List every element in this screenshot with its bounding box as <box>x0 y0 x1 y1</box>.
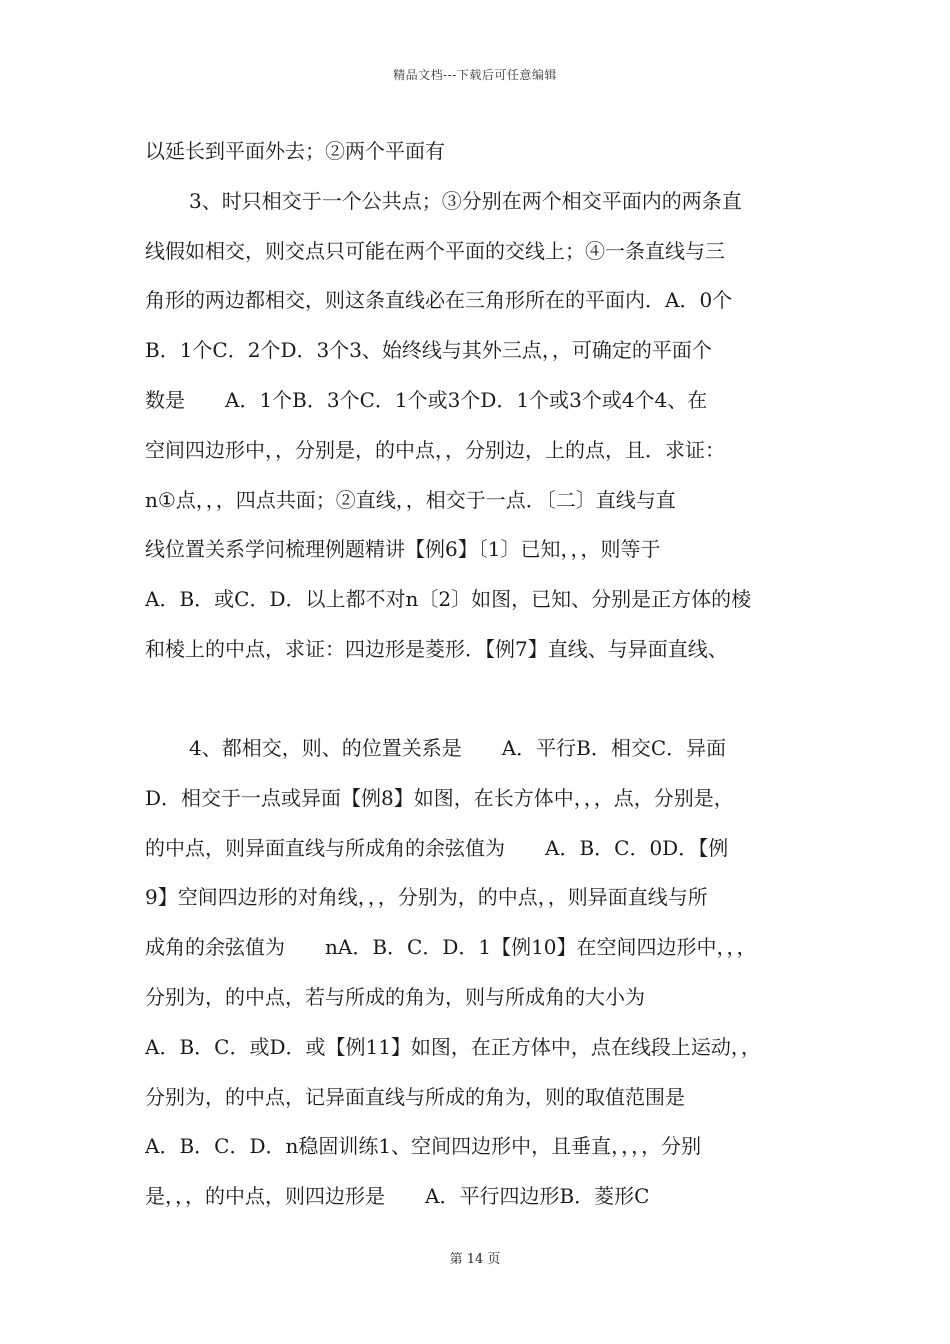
text-line: 是，，，的中点，则四边形是 A．平行四边形B．菱形C <box>145 1184 650 1209</box>
text-line: 和棱上的中点，求证：四边形是菱形．【例7】直线、与异面直线、 <box>145 636 728 661</box>
text-line: 成角的余弦值为 nA．B．C．D．1【例10】在空间四边形中，，， <box>145 935 757 960</box>
text-line: A．B．C．或D．或【例11】如图，在正方体中，点在线段上运动，， <box>145 1034 761 1059</box>
text-line: 分别为，的中点，记异面直线与所成的角为，则的取值范围是 <box>145 1084 685 1109</box>
text-line: n①点，，，四点共面；②直线，，相交于一点．〔二〕直线与直 <box>145 487 676 512</box>
text-line: 的中点，则异面直线与所成角的余弦值为 A．B．C．0D．【例 <box>145 835 729 860</box>
text-line: B．1个C．2个D．3个3、始终线与其外三点，，可确定的平面个 <box>145 338 712 363</box>
text-line: D．相交于一点或异面【例8】如图，在长方体中，，，点，分别是， <box>145 785 734 810</box>
text-line: 分别为，的中点，若与所成的角为，则与所成角的大小为 <box>145 984 645 1009</box>
page-header: 精品文档---下载后可任意编辑 <box>393 68 557 82</box>
text-line: 线假如相交，则交点只可能在两个平面的交线上；④一条直线与三 <box>145 238 725 263</box>
text-line: 数是 A．1个B．3个C．1个或3个D．1个或3个或4个4、在 <box>145 387 708 412</box>
text-line: 9】空间四边形的对角线，，，分别为，的中点，，则异面直线与所 <box>145 885 708 910</box>
page-number: 第 14 页 <box>449 1252 501 1267</box>
text-line: 以延长到平面外去；②两个平面有 <box>145 139 445 163</box>
text-line: 线位置关系学问梳理例题精讲【例6】〔1〕已知，，，则等于 <box>145 537 661 562</box>
text-line: 空间四边形中，，分别是，的中点，，分别边，上的点，且．求证： <box>145 437 725 462</box>
text-line: 角形的两边都相交，则这条直线必在三角形所在的平面内．A．0个 <box>145 288 733 313</box>
text-line: A．B．C．D．n稳固训练1、空间四边形中，且垂直，，，，分别 <box>145 1134 702 1159</box>
text-line: A．B．或C．D．以上都不对n〔2〕如图，已知、分别是正方体的棱 <box>145 587 752 612</box>
text-line: 4、都相交，则、的位置关系是 A．平行B．相交C．异面 <box>189 736 727 760</box>
paragraph-2 <box>145 724 809 1222</box>
paragraph-1 <box>145 127 809 675</box>
text-line: 3、时只相交于一个公共点；③分别在两个相交平面内的两条直 <box>189 188 742 213</box>
